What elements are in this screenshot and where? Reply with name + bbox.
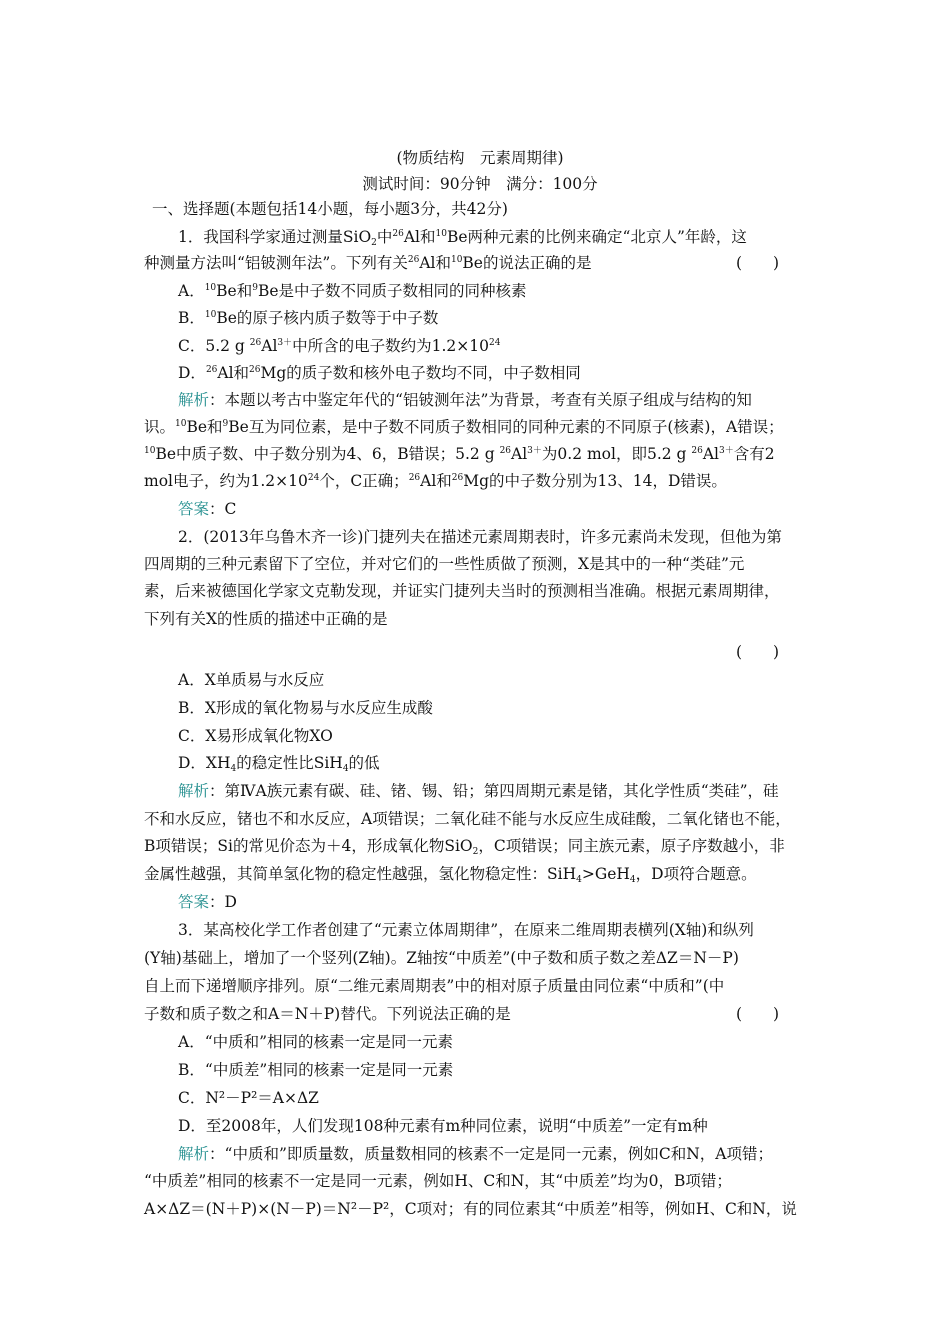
q2-analysis-line-4: 金属性越强，其简单氢化物的稳定性越强，氢化物稳定性：SiH$_4$>GeH$_4$，D项符合题意。 xyxy=(144,865,757,885)
q3-answer-blank: ( ) xyxy=(736,1005,780,1023)
q2-line-2: 四周期的三种元素留下了空位，并对它们的一些性质做了预测，X是其中的一种“类硅”元 xyxy=(144,555,745,573)
q2-analysis-line-1: 解析：第ⅣA族元素有碳、硅、锗、锡、铅；第四周期元素是锗，其化学性质“类硅”，硅 xyxy=(178,782,779,800)
q1-answer-blank: ( ) xyxy=(736,254,780,272)
q3-line-1: 3．某高校化学工作者创建了“元素立体周期律”，在原来二维周期表横列(X轴)和纵列 xyxy=(178,921,754,939)
q2-line-1: 2．(2013年乌鲁木齐一诊)门捷列夫在描述元素周期表时，许多元素尚未发现，但他为第 xyxy=(178,528,782,546)
q2-option-b: B．X形成的氧化物易与水反应生成酸 xyxy=(178,699,433,717)
q2-answer: 答案：D xyxy=(178,893,237,911)
q1-option-d: D．$^{26}$Al和$^{26}$Mg的质子数和核外电子数均不同，中子数相同 xyxy=(178,364,581,382)
q2-option-a: A．X单质易与水反应 xyxy=(178,671,325,689)
q3-option-c: C．N²－P²＝A×ΔZ xyxy=(178,1089,319,1107)
analysis-label: 解析 xyxy=(178,1145,210,1163)
page-title: (物质结构 元素周期律) xyxy=(396,149,564,167)
q3-option-d: D．至2008年，人们发现108种元素有m种同位素，说明“中质差”一定有m种 xyxy=(178,1117,708,1135)
q1-option-c: C．5.2 g $^{26}Al^{3+}$中所含的电子数约为$1.2\times 10^{24}$ xyxy=(178,337,501,355)
answer-label: 答案 xyxy=(178,893,210,911)
q2-analysis-line-3: B项错误；Si的常见价态为＋4，形成氧化物SiO$_2$，C项错误；同主族元素，原子序数越小，非 xyxy=(144,837,785,857)
q3-line-3: 自上而下递增顺序排列。原“二维元素周期表”中的相对原子质量由同位素“中质和”(中 xyxy=(144,977,725,995)
q1-analysis-line-4: mol电子，约为$1.2\times 10^{24}$个，C正确；$^{26}$Al和$^{26}$Mg的中子数分别为13、14，D错误。 xyxy=(144,472,727,490)
analysis-label: 解析 xyxy=(178,391,210,409)
q3-analysis-line-3: A×ΔZ＝(N＋P)×(N－P)＝N²－P²，C项对；有的同位素其“中质差”相等，例如H、C和N，说 xyxy=(144,1200,797,1218)
q2-answer-blank: ( ) xyxy=(736,643,780,661)
q2-line-4: 下列有关X的性质的描述中正确的是 xyxy=(144,610,388,628)
analysis-label: 解析 xyxy=(178,782,210,800)
q1-analysis-line-2: 识。$^{10}$Be和$^9$Be互为同位素，是中子数不同质子数相同的同种元素的不同原子(核素)，A错误； xyxy=(144,418,784,436)
q1-option-a: A．$^{10}$Be和$^9$Be是中子数不同质子数相同的同种核素 xyxy=(178,282,527,300)
q3-option-a: A．“中质和”相同的核素一定是同一元素 xyxy=(178,1033,454,1051)
q2-analysis-line-2: 不和水反应，锗也不和水反应，A项错误；二氧化硅不能与水反应生成硅酸，二氧化锗也不能， xyxy=(144,810,791,828)
q2-option-c: C．X易形成氧化物XO xyxy=(178,727,333,745)
q3-line-4: 子数和质子数之和A＝N＋P)替代。下列说法正确的是 xyxy=(144,1005,511,1023)
answer-label: 答案 xyxy=(178,500,210,518)
q3-option-b: B．“中质差”相同的核素一定是同一元素 xyxy=(178,1061,454,1079)
q3-line-2: (Y轴)基础上，增加了一个竖列(Z轴)。Z轴按“中质差”(中子数和质子数之差ΔZ＝N－P) xyxy=(144,949,739,967)
section-heading: 一、选择题(本题包括14小题，每小题3分，共42分) xyxy=(152,200,508,218)
q1-line-1: 1．我国科学家通过测量SiO$_2$中$^{26}$Al和$^{10}$Be两种元素的比例来确定“北京人”年龄，这 xyxy=(178,228,747,248)
q3-analysis-line-2: “中质差”相同的核素不一定是同一元素，例如H、C和N，其“中质差”均为0，B项错； xyxy=(144,1172,732,1190)
q2-option-d: D．$XH_4$的稳定性比SiH$_4$的低 xyxy=(178,754,380,774)
q1-analysis-line-3: $^{10}$Be中质子数、中子数分别为4、6，B错误；5.2 g $^{26}Al^{3+}$为0.2 mol，即5.2 g $^{26}Al^{3+}$含有2 xyxy=(144,445,775,463)
q1-line-2: 种测量方法叫“铝铍测年法”。下列有关$^{26}$Al和$^{10}$Be的说法正确的是 xyxy=(144,254,592,272)
q1-answer: 答案：C xyxy=(178,500,237,518)
q1-option-b: B．$^{10}$Be的原子核内质子数等于中子数 xyxy=(178,309,439,327)
q2-line-3: 素，后来被德国化学家文克勒发现，并证实门捷列夫当时的预测相当准确。根据元素周期律， xyxy=(144,582,780,600)
q3-analysis-line-1: 解析：“中质和”即质量数，质量数相同的核素不一定是同一元素，例如C和N，A项错； xyxy=(178,1145,773,1163)
q1-analysis-line-1: 解析：本题以考古中鉴定年代的“铝铍测年法”为背景，考查有关原子组成与结构的知 xyxy=(178,391,752,409)
test-meta: 测试时间：90分钟 满分：100分 xyxy=(362,175,598,193)
